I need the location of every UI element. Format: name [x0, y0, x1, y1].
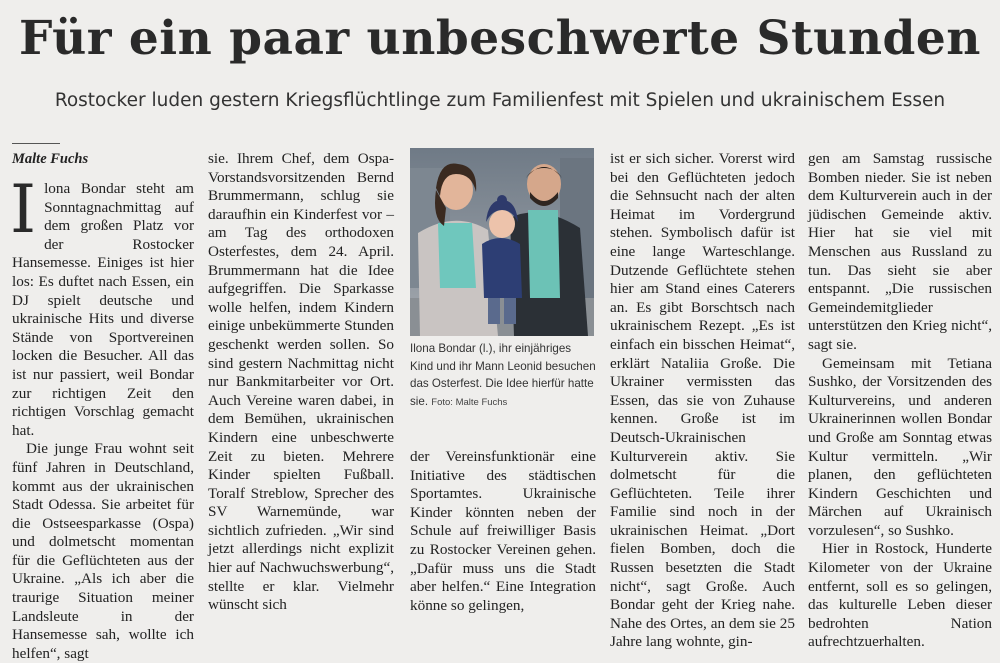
subheadline: Rostocker luden gestern Kriegsflüchtlinge zum Familienfest mit Spielen und ukrainischem Essen: [54, 90, 946, 111]
author-byline: Malte Fuchs: [12, 151, 89, 167]
column-5: [808, 150, 992, 652]
column-2: [208, 150, 394, 615]
headline: Für ein paar unbeschwerte Stunden: [19, 11, 981, 66]
column-4: [610, 150, 795, 652]
photo-credit: Foto: Malte Fuchs: [431, 396, 508, 408]
column-3: [410, 448, 596, 615]
col5-paragraph-1: gen am Samstag russische Bomben nieder. Sie ist neben dem Kulturverein auch in der jüdischen Gemeinde aktiv. Hier hat sie viel mit Menschen aus Russland zu tun. Das sieht sie aber entspannt. „Die russischen Gemeindemitglieder unterstützen den Krieg nicht“, sagt sie.: [808, 150, 992, 353]
photo-caption: [410, 340, 596, 411]
caption-text: Ilona Bondar (l.), ihr einjähriges Kind und ihr Mann Leonid besuchen das Osterfest. Die Idee hierfür hatte sie.: [410, 342, 596, 408]
col1-paragraph-2: Die junge Frau wohnt seit fünf Jahren in Deutschland, kommt aus der ukrainischen Stadt Odessa. Sie arbeitet für die Ostseesparkasse (Ospa) und dolmetscht momentan für die Geflüchteten aus der Ukraine. „Als ich aber die traurige Situation meiner Landsleute in der Hansemesse sah, wollte ich helfen“, sagt: [12, 440, 194, 662]
col1-paragraph-1-text: lona Bondar steht am Sonntagnachmittag auf dem großen Platz vor der Rostocker Hansemesse. Einiges ist hier los: Es duftet nach Essen, ein DJ spielt deutsche und ukrainische Hits und diverse Stände von Sportvereinen locken die Besucher. All das ist nur passiert, weil Bondar zur richtigen Zeit den richtigen Vorschlag gemacht hat.: [12, 180, 194, 439]
column-1: [12, 150, 194, 663]
author-rule: [12, 143, 60, 144]
photo-family-illustration: [410, 148, 594, 336]
col4-paragraph-1: ist er sich sicher. Vorerst wird bei den Geflüchteten jedoch die Sehnsucht nach der alten Heimat im Vordergrund stehen. Symbolisch dafür ist eine lange Warteschlange. Dutzende Geflüchtete stehen hier am Stand eines Caterers an. Es gibt Borschtsch nach ukrainischem Rezept. „Es ist einfach ein bisschen Heimat“, erklärt Nataliia Große. Die Ukrainer vermissten das Essen, das sie von Zuhause kennen. Große ist im Deutsch-Ukrainischen Kulturverein aktiv. Sie dolmetscht für die Geflüchteten. Teile ihrer Familie sind noch in der ukrainischen Heimat. „Dort fielen Bomben, doch die Russen besetzten die Stadt nicht“, sagt Große. Auch Bondar geht der Krieg nahe. Nahe des Ortes, an dem sie 25 Jahre lang wohnte, gin-: [610, 150, 795, 651]
col3-paragraph-1: der Vereinsfunktionär eine Initiative des städtischen Sportamtes. Ukrainische Kinder könnten neben der Schule auf freiwilliger Basis zu Rostocker Vereinen gehen. „Dafür muss uns die Stadt aber helfen.“ Eine Integration könne so gelingen,: [410, 448, 596, 614]
col5-paragraph-2: Gemeinsam mit Tetiana Sushko, der Vorsitzenden des Kulturvereins, und anderen Ukrainerinnen wollen Bondar und Große am Sonntag etwas Kultur vermitteln. „Wir planen, den geflüchteten Kindern Geschichten und Märchen auf Ukrainisch vorzulesen“, so Sushko.: [808, 354, 992, 539]
col1-paragraph-1: [10, 171, 194, 440]
dropcap: I: [10, 171, 37, 248]
col5-paragraph-3: Hier in Rostock, Hunderte Kilometer von der Ukraine entfernt, soll es so gelingen, das kulturelle Leben dieser bedrohten Nation aufrechtzuerhalten.: [808, 540, 992, 651]
col2-paragraph-1: sie. Ihrem Chef, dem Ospa-Vorstandsvorsitzenden Bernd Brummermann, schlug sie daraufhin ein Kinderfest vor – am Tag des orthodoxen Osterfestes, dem 24. April. Brummermann hat die Idee aufgegriffen. Die Sparkasse wolle helfen, indem Kindern einige unbekümmerte Stunden geschenkt werden sollen. So sind gestern Nachmittag nicht nur Bankmitarbeiter vor Ort. Auch Vereine waren dabei, in dem Bemühen, ukrainischen Kindern eine unbeschwerte Zeit zu bieten. Mehrere Kinder spielten Fußball. Toralf Streblow, Sprecher des SV Warnemünde, war sichtlich zufrieden. „Wir sind jetzt allerdings nicht explizit hier auf Nachwuchswerbung“, stellte er klar. Vielmehr wünscht sich: [208, 150, 394, 614]
article-photo: [410, 148, 594, 336]
